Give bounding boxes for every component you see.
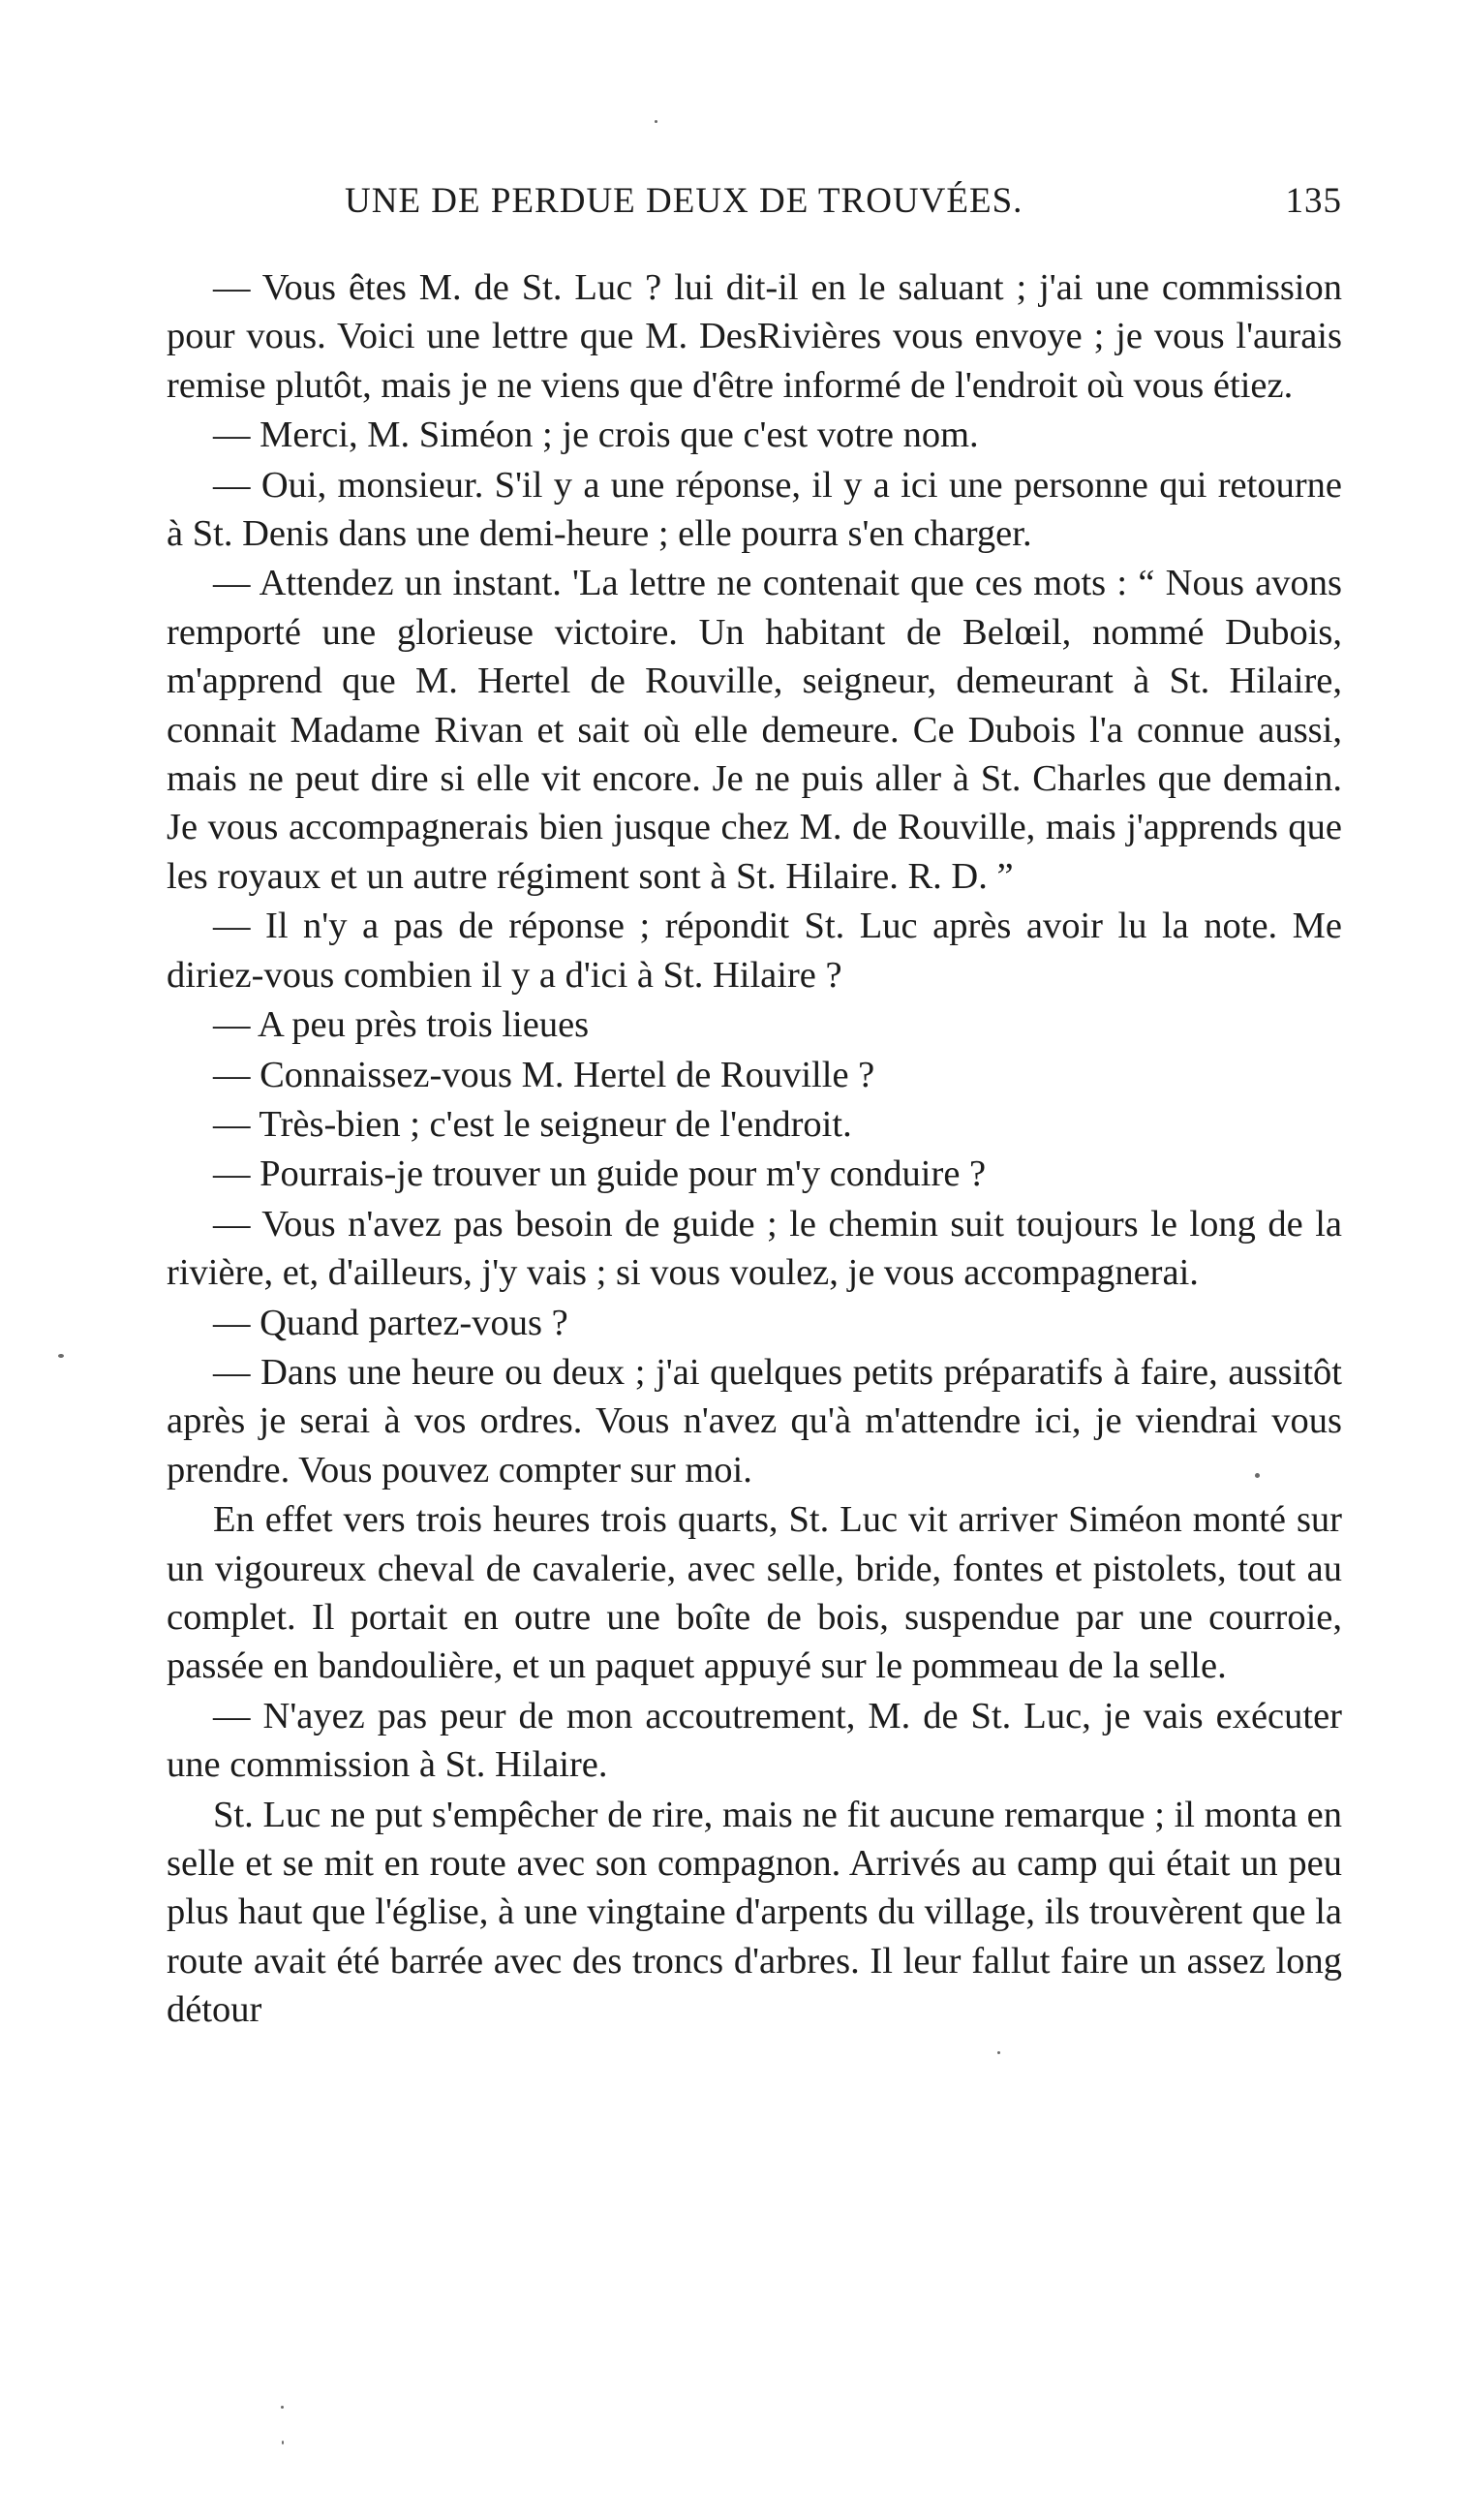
paragraph-12: — Dans une heure ou deux ; j'ai quelques petits préparatifs à faire, aussitôt après je serai à vos ordres. Vous n'avez qu'à m'attendre ici, je viendrai vous prendre. Vous pouvez compter sur moi. <box>167 1351 1342 1490</box>
page-number: 135 <box>1285 181 1342 221</box>
paragraph-4: — Attendez un instant. 'La lettre ne contenait que ces mots : “ Nous avons remporté une glorieuse victoire. Un habitant de Belœil, nommé Dubois, m'apprend que M. Hertel de Rouville, seigneur, demeurant à St. Hilaire, connait Madame Rivan et sait où elle demeure. Ce Dubois l'a connue aussi, mais ne peut dire si elle vit encore. Je ne puis aller à St. Charles que demain. Je vous accompagnerais bien jusque chez M. de Rouville, mais j'apprends que les royaux et un autre régiment sont à St. Hilaire. R. D. ” <box>167 563 1342 897</box>
paragraph-11: — Quand partez-vous ? <box>213 1302 568 1343</box>
running-title: UNE DE PERDUE DEUX DE TROUVÉES. <box>345 181 1023 221</box>
paragraph-5: — Il n'y a pas de réponse ; répondit St. Luc après avoir lu la note. Me diriez-vous combien il y a d'ici à St. Hilaire ? <box>167 906 1342 996</box>
paragraph-14: — N'ayez pas peur de mon accoutrement, M. de St. Luc, je vais exécuter une commission à St. Hilaire. <box>167 1695 1342 1786</box>
paragraph-6: — A peu près trois lieues <box>213 1004 590 1046</box>
body-text <box>167 263 1342 2035</box>
paragraph-2: — Merci, M. Siméon ; je crois que c'est votre nom. <box>213 415 979 456</box>
paragraph-3: — Oui, monsieur. S'il y a une réponse, il y a ici une personne qui retourne à St. Denis dans une demi-heure ; elle pourra s'en charger. <box>167 464 1342 555</box>
ink-speck <box>58 1354 64 1358</box>
ink-speck <box>281 2406 284 2409</box>
paragraph-10: — Vous n'avez pas besoin de guide ; le chemin suit toujours le long de la rivière, et, d'ailleurs, j'y vais ; si vous voulez, je vous accompagnerai. <box>167 1203 1342 1294</box>
paragraph-9: — Pourrais-je trouver un guide pour m'y conduire ? <box>213 1153 987 1195</box>
ink-speck <box>997 2051 1000 2054</box>
paragraph-15: St. Luc ne put s'empêcher de rire, mais ne fit aucune remarque ; il monta en selle et se mit en route avec son compagnon. Arrivés au camp qui était un peu plus haut que l'église, à une vingtaine d'arpents du village, ils trouvèrent que la route avait été barrée avec des troncs d'arbres. Il leur fallut faire un assez long détour <box>167 1794 1342 2031</box>
paragraph-1: — Vous êtes M. de St. Luc ? lui dit-il en le saluant ; j'ai une commission pour vous. Voici une lettre que M. DesRivières vous envoye ; je vous l'aurais remise plutôt, mais je ne viens que d'être informé de l'endroit où vous étiez. <box>167 267 1342 406</box>
ink-speck <box>655 120 657 123</box>
paragraph-8: — Très-bien ; c'est le seigneur de l'endroit. <box>213 1103 852 1145</box>
paragraph-13: En effet vers trois heures trois quarts, St. Luc vit arriver Siméon monté sur un vigoureux cheval de cavalerie, avec selle, bride, fontes et pistolets, tout au complet. Il portait en outre une boîte de bois, suspendue par une courroie, passée en bandoulière, et un paquet appuyé sur le pommeau de la selle. <box>167 1499 1342 1687</box>
ink-speck <box>282 2441 284 2444</box>
paragraph-7: — Connaissez-vous M. Hertel de Rouville ? <box>213 1054 875 1095</box>
ink-speck <box>1255 1473 1260 1478</box>
running-head <box>167 180 1342 230</box>
